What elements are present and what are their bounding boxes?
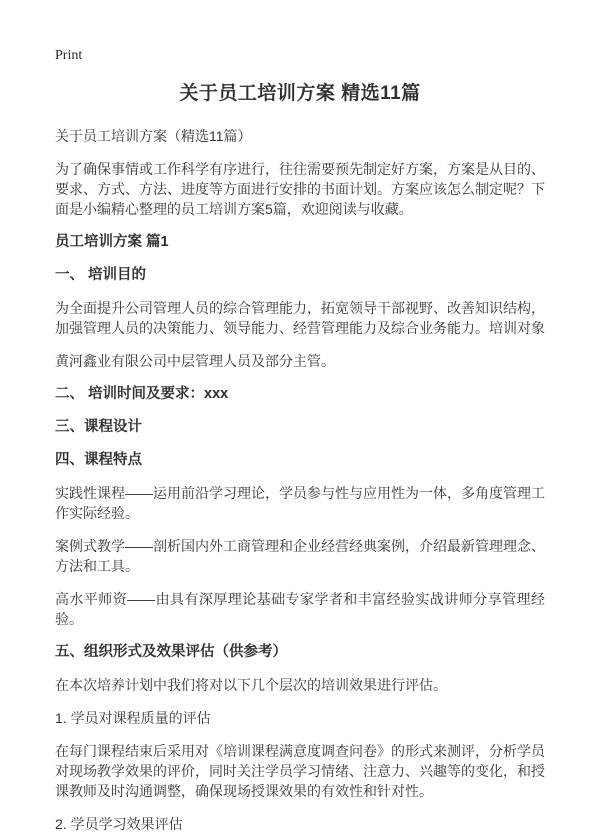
article-subtitle: 关于员工培训方案（精选11篇） [55,128,252,144]
section-heading-course-design: 三、课程设计 [55,419,142,435]
paragraph-practical-course: 实践性课程——运用前沿学习理论，学员参与性与应用性为一体，多角度管理工作实际经验。 [55,485,545,521]
paragraph-intro: 为了确保事情或工作科学有序进行，往往需要预先制定好方案，方案是从目的、要求、方式、方法、进度等方面进行安排的书面计划。方案应该怎么制定呢？下面是小编精心整理的员工培训方案5篇，欢迎阅读与收藏。 [55,161,545,217]
paragraph-case-teaching: 案例式教学——剖析国内外工商管理和企业经营经典案例，介绍最新管理理念、方法和工具。 [55,538,545,574]
list-item-eval-2: 2. 学员学习效果评估 [55,816,183,832]
section-heading-training-purpose: 一、 培训目的 [55,267,147,283]
section-heading-evaluation: 五、组织形式及效果评估（供参考） [55,644,287,660]
paragraph-eval-detail: 在每门课程结束后采用对《培训课程满意度调查问卷》的形式来测评，分析学员对现场教学效果的评价，同时关注学员学习情绪、注意力、兴趣等的变化，和授课教师及时沟通调整，确保现场授课效果的有效性和针对性。 [55,743,545,799]
paragraph-target-audience: 黄河鑫业有限公司中层管理人员及部分主管。 [55,353,335,369]
document-title: 关于员工培训方案 精选11篇 [179,83,421,104]
paragraph-purpose: 为全面提升公司管理人员的综合管理能力，拓宽领导干部视野、改善知识结构，加强管理人员的决策能力、领导能力、经营管理能力及综合业务能力。培训对象 [55,300,545,336]
section-heading-part1: 员工培训方案 篇1 [55,234,169,250]
paragraph-evaluation-intro: 在本次培养计划中我们将对以下几个层次的培训效果进行评估。 [55,677,447,693]
section-heading-training-time: 二、 培训时间及要求：xxx [55,386,229,402]
paragraph-high-level-faculty: 高水平师资——由具有深厚理论基础专家学者和丰富经验实战讲师分享管理经验。 [55,591,545,627]
list-item-eval-1: 1. 学员对课程质量的评估 [55,710,211,726]
print-link[interactable]: Print [55,48,83,63]
section-heading-course-features: 四、课程特点 [55,452,142,468]
